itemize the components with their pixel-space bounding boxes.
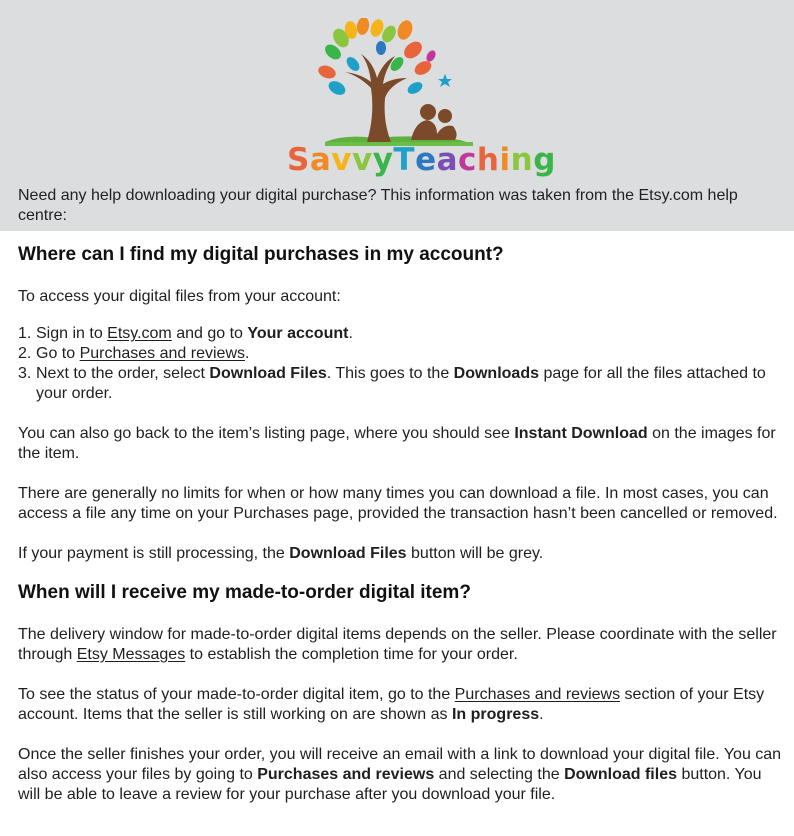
finish-paragraph	[18, 745, 784, 805]
brand-letter: v	[331, 142, 352, 178]
limits-paragraph: There are generally no limits for when or how many times you can download a file. In most cases, you can access a file any time on your Purchases page, provided the transaction hasn’t been cancelled or removed.	[18, 485, 778, 522]
brand-letter: n	[510, 142, 534, 178]
step-item	[18, 344, 784, 364]
paragraph-bold: In progress	[451, 706, 540, 723]
paragraph-text: section of your Etsy account. Items that the seller is still working on are shown as	[18, 686, 765, 723]
paragraph-bold: Purchases and reviews	[257, 766, 435, 783]
brand-wordmark	[287, 140, 556, 180]
brand-letter: a	[309, 142, 332, 178]
intro-text: Need any help downloading your digital purchase? This information was taken from the Etsy.com help centre:	[18, 187, 738, 224]
brand-letter: a	[436, 142, 459, 178]
step-text: . This goes to the	[326, 365, 454, 382]
paragraph-text: button. You will be able to leave a review for your purchase after you download your file.	[18, 766, 762, 803]
step-text: Next to the order, select	[36, 365, 210, 382]
etsy-com-link[interactable]: Etsy.com	[107, 325, 172, 342]
access-intro: To access your digital files from your account:	[18, 288, 341, 305]
section2-heading: When will I receive my made-to-order digital item?	[18, 582, 471, 603]
paragraph-text: .	[539, 706, 544, 723]
paragraph-text: and selecting the	[434, 766, 565, 783]
listing-paragraph	[18, 424, 784, 464]
step-text: page for all the files attached to your order.	[36, 365, 766, 402]
header-banner	[0, 0, 794, 231]
paragraph-text: The delivery window for made-to-order digital items depends on the seller. Please coordinate with the seller through	[18, 626, 777, 663]
etsy-messages-link[interactable]: Etsy Messages	[76, 646, 186, 663]
paragraph-bold: Download Files	[289, 545, 407, 562]
step-text: Go to	[36, 345, 80, 362]
step-text: .	[245, 345, 250, 362]
delivery-paragraph	[18, 625, 784, 665]
step-text: Sign in to	[36, 325, 108, 342]
step-bold: Download Files	[209, 365, 327, 382]
step-bold: Your account	[247, 325, 349, 342]
brand-letter: i	[499, 142, 511, 178]
paragraph-text: To see the status of your made-to-order digital item, go to the	[18, 686, 455, 703]
brand-letter: g	[533, 142, 556, 178]
help-content	[18, 231, 784, 805]
section1-heading: Where can I find my digital purchases in my account?	[18, 244, 504, 265]
brand-letter: T	[393, 142, 416, 178]
brand-letter: v	[351, 142, 373, 178]
step-text: .	[348, 325, 353, 342]
purchases-reviews-link[interactable]: Purchases and reviews	[79, 345, 245, 362]
paragraph-text: Once the seller finishes your order, you will receive an email with a link to download your digital file. You can also access your files by going to	[18, 746, 782, 783]
paragraph-text: button will be grey.	[406, 545, 544, 562]
brand-letter: h	[476, 142, 500, 178]
brand-letter: y	[372, 142, 394, 178]
step-bold: Downloads	[453, 365, 539, 382]
step-number: 1.	[18, 325, 32, 342]
steps-list	[18, 324, 784, 404]
paragraph-text: If your payment is still processing, the	[18, 545, 290, 562]
step-number: 2.	[18, 345, 32, 362]
step-text: and go to	[171, 325, 248, 342]
status-paragraph	[18, 685, 784, 725]
step-number: 3.	[18, 365, 32, 382]
brand-letter: S	[287, 142, 310, 178]
step-item	[18, 364, 784, 404]
paragraph-text: You can also go back to the item’s listing page, where you should see	[18, 425, 515, 442]
purchases-reviews-link[interactable]: Purchases and reviews	[454, 686, 621, 703]
brand-letter: c	[458, 142, 477, 178]
processing-paragraph	[18, 544, 784, 564]
paragraph-bold: Instant Download	[514, 425, 648, 442]
paragraph-bold: Download files	[564, 766, 677, 783]
paragraph-text: to establish the completion time for your order.	[185, 646, 518, 663]
paragraph-text: on the images for the item.	[18, 425, 776, 462]
brand-letter: e	[415, 142, 437, 178]
step-item	[18, 324, 784, 344]
